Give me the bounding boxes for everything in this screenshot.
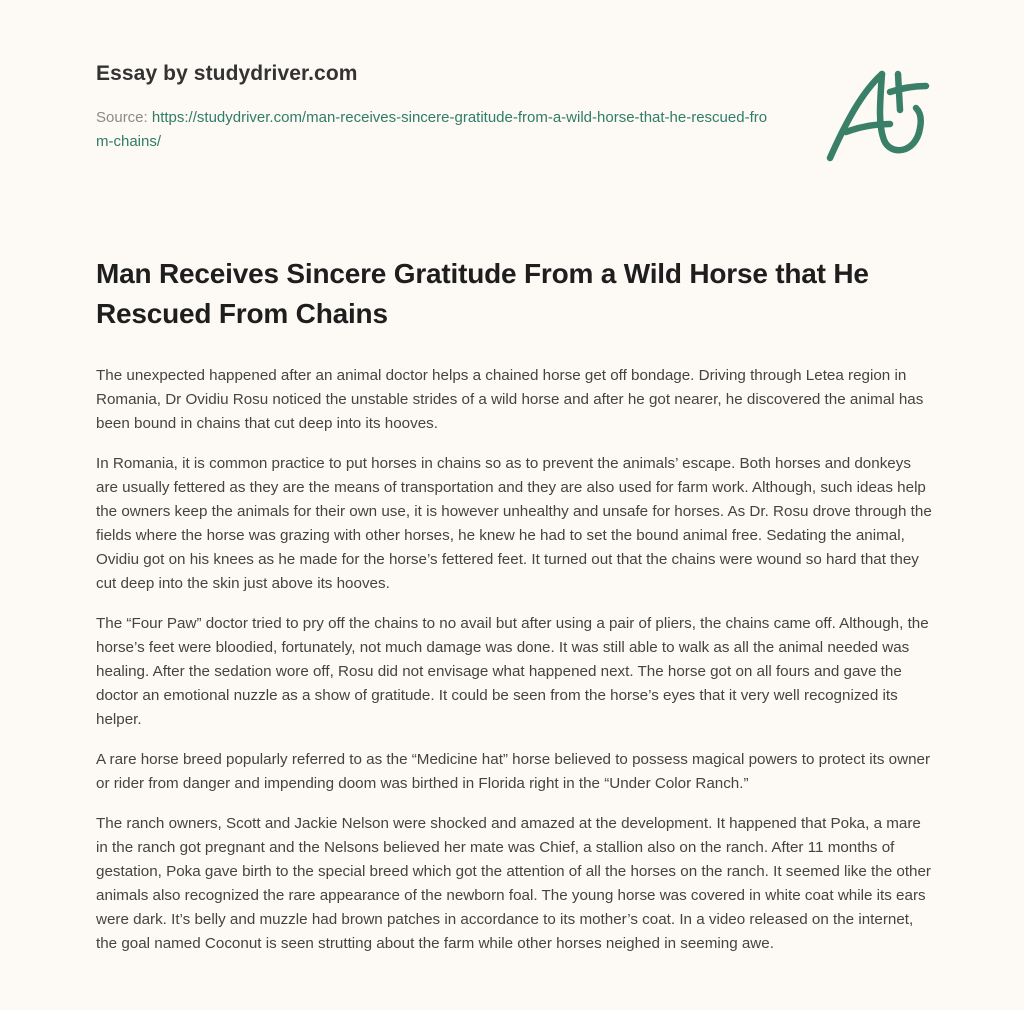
brand-title: Essay by studydriver.com: [96, 62, 358, 85]
article-paragraph: A rare horse breed popularly referred to as the “Medicine hat” horse believed to possess magical powers to protect its owner or rider from danger and impending doom was birthed in Florida right in the “Under Color Ranch.”: [96, 751, 931, 792]
article: [96, 254, 932, 972]
essay-header: [96, 62, 776, 154]
article-paragraph: The “Four Paw” doctor tried to pry off the chains to no avail but after using a pair of pliers, the chains came off. Although, the horse’s feet were bloodied, fortunately, not much damage was done. It was still able to walk as all the animal needed was healing. After the sedation wore off, Rosu did not envisage what happened next. The horse got on all fours and gave the doctor an emotional nuzzle as a show of gratitude. It could be seen from the horse’s eyes that it very well recognized its helper.: [96, 615, 929, 728]
article-paragraph: In Romania, it is common practice to put horses in chains so as to prevent the animals’ escape. Both horses and donkeys are usually fettered as they are the means of transportation and they are also used for farm work. Although, such ideas help the owners keep the animals for their own use, it is however unhealthy and unsafe for horses. As Dr. Rosu drove through the fields where the horse was grazing with other horses, he knew he had to set the bound animal free. Sedating the animal, Ovidiu got on his knees as he made for the horse’s fettered feet. It turned out that the chains were wound so hard that they cut deep into the skin just above its hooves.: [96, 455, 932, 592]
source-link[interactable]: https://studydriver.com/man-receives-sincere-gratitude-from-a-wild-horse-that-he-rescued-from-chains/: [96, 109, 768, 150]
article-title: Man Receives Sincere Gratitude From a Wild Horse that He Rescued From Chains: [96, 258, 869, 329]
article-paragraph: The unexpected happened after an animal doctor helps a chained horse get off bondage. Driving through Letea region in Romania, Dr Ovidiu Rosu noticed the unstable strides of a wild horse and after he got nearer, he discovered the animal has been bound in chains that cut deep into its hooves.: [96, 367, 924, 432]
source-label: Source:: [96, 109, 152, 126]
article-paragraph: The ranch owners, Scott and Jackie Nelson were shocked and amazed at the development. It happened that Poka, a mare in the ranch got pregnant and the Nelsons believed her mate was Chief, a stallion also on the ranch. After 11 months of gestation, Poka gave birth to the special breed which got the attention of all the horses on the ranch. It seemed like the other animals also recognized the rare appearance of the newborn foal. The young horse was covered in white coat while its ears were dark. It’s belly and muzzle had brown patches in accordance to its mother’s coat. In a video released on the internet, the goal named Coconut is seen strutting about the farm while other horses neighed in seeming awe.: [96, 815, 931, 952]
a-plus-grade-icon: [818, 62, 938, 172]
source-line: [96, 106, 776, 154]
